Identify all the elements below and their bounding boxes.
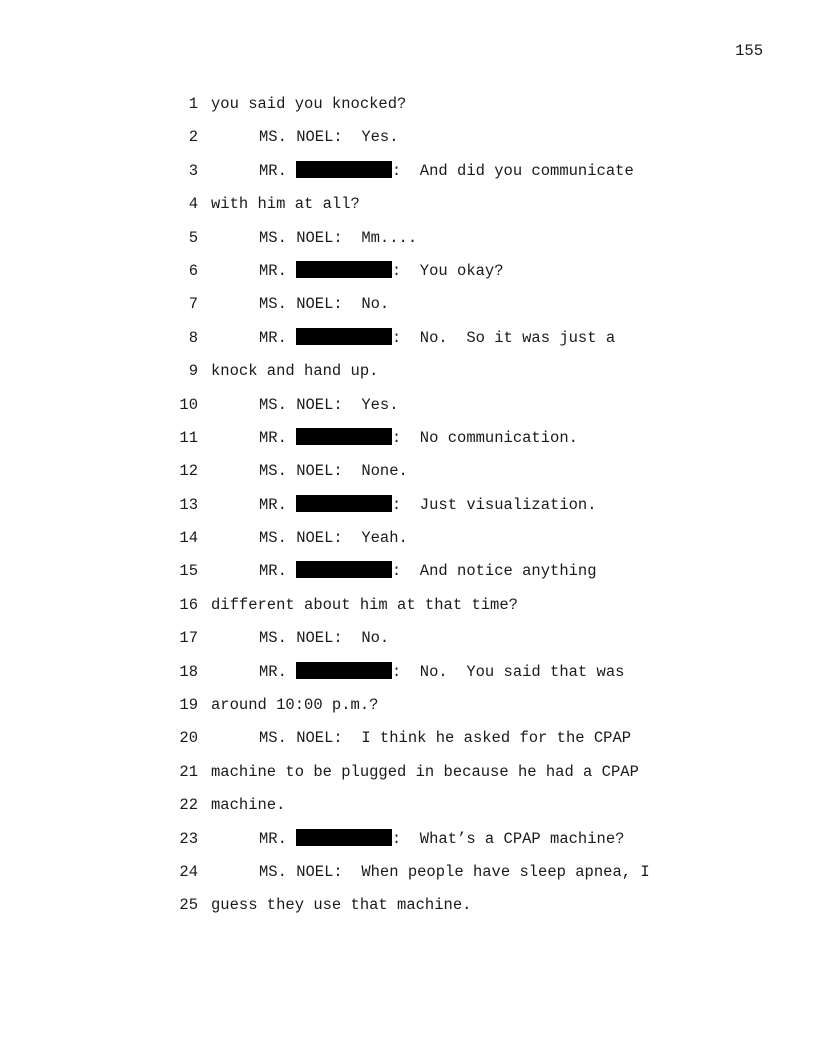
line-number: 5 bbox=[188, 228, 198, 247]
line-body: with him at all? bbox=[211, 195, 360, 214]
line-body: : You okay? bbox=[391, 261, 504, 280]
transcript-lines bbox=[160, 94, 720, 929]
line-text bbox=[259, 662, 624, 682]
speaker-label: MS. NOEL: bbox=[259, 529, 343, 548]
line-body: you said you knocked? bbox=[211, 95, 407, 113]
line-text bbox=[259, 294, 389, 314]
line-text bbox=[259, 161, 634, 181]
line-body: : And did you communicate bbox=[391, 161, 634, 180]
transcript-line bbox=[160, 628, 720, 661]
transcript-line bbox=[160, 228, 720, 261]
transcript-line bbox=[160, 829, 720, 862]
line-text bbox=[211, 94, 406, 114]
line-body: No. bbox=[342, 629, 390, 648]
line-text bbox=[259, 328, 615, 348]
line-number: 23 bbox=[179, 829, 198, 848]
line-text bbox=[211, 595, 518, 615]
line-body: guess they use that machine. bbox=[211, 896, 472, 915]
speaker-label: MS. NOEL: bbox=[259, 295, 343, 314]
line-text bbox=[259, 127, 399, 147]
line-number: 25 bbox=[179, 896, 198, 915]
line-body: different about him at that time? bbox=[211, 595, 518, 614]
speaker-label: MS. NOEL: bbox=[259, 629, 343, 648]
line-body: : No. You said that was bbox=[391, 662, 625, 681]
transcript-line bbox=[160, 94, 720, 127]
line-text bbox=[259, 228, 417, 248]
line-body: : No communication. bbox=[391, 428, 578, 447]
line-text bbox=[211, 762, 639, 782]
transcript-line bbox=[160, 361, 720, 394]
transcript-line bbox=[160, 695, 720, 728]
transcript-line bbox=[160, 795, 720, 828]
speaker-label: MR. bbox=[259, 328, 287, 347]
line-number: 18 bbox=[179, 662, 198, 681]
speaker-label: MR. bbox=[259, 662, 287, 681]
line-number: 10 bbox=[179, 395, 198, 414]
line-text bbox=[259, 862, 650, 882]
line-number: 24 bbox=[179, 862, 198, 881]
speaker-label: MR. bbox=[259, 261, 287, 280]
line-text bbox=[259, 628, 389, 648]
redaction-box bbox=[296, 328, 392, 345]
line-text bbox=[211, 695, 378, 715]
line-number: 13 bbox=[179, 495, 198, 514]
transcript-line bbox=[160, 762, 720, 795]
line-body: When people have sleep apnea, I bbox=[342, 862, 650, 881]
line-number: 12 bbox=[179, 462, 198, 481]
redaction-box bbox=[296, 662, 392, 679]
transcript-line bbox=[160, 194, 720, 227]
page-number: 155 bbox=[735, 42, 763, 60]
line-number: 16 bbox=[179, 595, 198, 614]
line-number: 9 bbox=[188, 362, 198, 381]
redaction-box bbox=[296, 561, 392, 578]
line-body: Yeah. bbox=[342, 529, 408, 548]
line-number: 21 bbox=[179, 762, 198, 781]
line-body: machine to be plugged in because he had a CPAP bbox=[211, 762, 639, 781]
transcript-line bbox=[160, 428, 720, 461]
line-body: : No. So it was just a bbox=[391, 328, 616, 347]
line-text bbox=[259, 461, 408, 481]
line-body: Yes. bbox=[342, 128, 399, 147]
line-number: 11 bbox=[179, 428, 198, 447]
line-text bbox=[259, 395, 399, 415]
transcript-line bbox=[160, 294, 720, 327]
transcript-line bbox=[160, 495, 720, 528]
transcript-line bbox=[160, 328, 720, 361]
line-number: 6 bbox=[188, 261, 198, 280]
transcript-line bbox=[160, 461, 720, 494]
speaker-label: MR. bbox=[259, 495, 287, 514]
line-text bbox=[259, 428, 578, 448]
line-number: 20 bbox=[179, 729, 198, 748]
line-text bbox=[259, 495, 597, 515]
line-number: 22 bbox=[179, 796, 198, 815]
transcript-line bbox=[160, 261, 720, 294]
transcript-line bbox=[160, 895, 720, 928]
line-number: 8 bbox=[188, 328, 198, 347]
line-body: I think he asked for the CPAP bbox=[342, 729, 632, 748]
line-number: 7 bbox=[188, 295, 198, 314]
transcript-line bbox=[160, 127, 720, 160]
line-text bbox=[211, 795, 285, 815]
line-number: 19 bbox=[179, 696, 198, 715]
redaction-box bbox=[296, 495, 392, 512]
line-number: 3 bbox=[188, 161, 198, 180]
line-body: No. bbox=[342, 295, 390, 314]
speaker-label: MS. NOEL: bbox=[259, 128, 343, 147]
transcript-line bbox=[160, 862, 720, 895]
speaker-label: MR. bbox=[259, 161, 287, 180]
line-text bbox=[211, 895, 471, 915]
line-body: : Just visualization. bbox=[391, 495, 597, 514]
line-text bbox=[259, 561, 597, 581]
speaker-label: MS. NOEL: bbox=[259, 395, 343, 414]
line-number: 4 bbox=[188, 195, 198, 214]
line-body: : What’s a CPAP machine? bbox=[391, 829, 625, 848]
transcript-line bbox=[160, 395, 720, 428]
redaction-box bbox=[296, 428, 392, 445]
speaker-label: MR. bbox=[259, 428, 287, 447]
line-text bbox=[211, 361, 378, 381]
line-number: 1 bbox=[188, 95, 198, 113]
line-number: 15 bbox=[179, 562, 198, 581]
speaker-label: MS. NOEL: bbox=[259, 462, 343, 481]
speaker-label: MR. bbox=[259, 562, 287, 581]
line-body: Mm.... bbox=[342, 228, 418, 247]
transcript-line bbox=[160, 161, 720, 194]
line-text bbox=[259, 528, 408, 548]
transcript-line bbox=[160, 528, 720, 561]
line-text bbox=[259, 829, 624, 849]
line-body: knock and hand up. bbox=[211, 362, 379, 381]
transcript-line bbox=[160, 595, 720, 628]
transcript-line bbox=[160, 662, 720, 695]
line-body: Yes. bbox=[342, 395, 399, 414]
line-text bbox=[211, 194, 360, 214]
line-number: 2 bbox=[188, 128, 198, 147]
transcript-line bbox=[160, 561, 720, 594]
line-body: around 10:00 p.m.? bbox=[211, 696, 379, 715]
line-text bbox=[259, 728, 631, 748]
line-body: machine. bbox=[211, 796, 286, 815]
line-text bbox=[259, 261, 504, 281]
redaction-box bbox=[296, 161, 392, 178]
line-body: None. bbox=[342, 462, 408, 481]
redaction-box bbox=[296, 829, 392, 846]
speaker-label: MS. NOEL: bbox=[259, 729, 343, 748]
line-number: 17 bbox=[179, 629, 198, 648]
line-number: 14 bbox=[179, 529, 198, 548]
speaker-label: MR. bbox=[259, 829, 287, 848]
speaker-label: MS. NOEL: bbox=[259, 228, 343, 247]
line-body: : And notice anything bbox=[391, 562, 597, 581]
redaction-box bbox=[296, 261, 392, 278]
speaker-label: MS. NOEL: bbox=[259, 862, 343, 881]
transcript-line bbox=[160, 728, 720, 761]
